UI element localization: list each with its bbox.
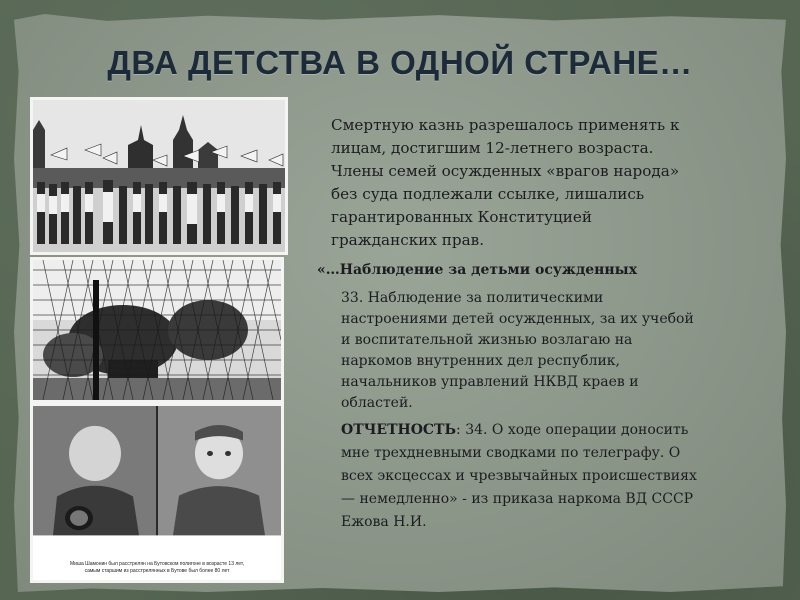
text-line: 33. Наблюдение за политическими [341,290,604,306]
text-line: Смертную казнь разрешалось применять к [331,116,680,134]
caption-line-2: самым старшим из расстрелянных в Бутове был более 80 лет [84,568,230,574]
text-line: настроениями детей осужденных, за их учебой [341,311,694,327]
paragraph-observation-heading: «…Наблюдение за детьми осужденных [317,262,638,278]
text-line: гражданских прав. [331,231,485,249]
paragraph-death-penalty [305,114,760,252]
slide-title: ДВА ДЕТСТВА В ОДНОЙ СТРАНЕ… [107,44,693,81]
text-line: Члены семей осужденных «врагов народа» [331,162,680,180]
body-text [305,114,760,534]
text-line: наркомов внутренних дел республик, [341,353,621,369]
mugshot-photo [30,403,284,583]
text-line: Ежова Н.И. [341,514,427,530]
reporting-label: ОТЧЕТНОСТЬ [341,422,457,438]
paragraph-observation-33 [305,288,760,414]
caption-line-1: Миша Шамонин был расстрелян на Бутовском полигоне в возрасте 13 лет, [69,561,245,567]
mugshot-caption [33,556,281,580]
text-line: : 34. О ходе операции доносить [456,422,689,438]
children-fence-photo [30,257,284,403]
text-line: начальников управлений НКВД краев и [341,374,639,390]
parade-photo [30,97,288,255]
text-line: лицам, достигшим 12-летнего возраста. [331,139,654,157]
text-line: без суда подлежали ссылке, лишались [331,185,645,203]
text-line: — немедленно» - из приказа наркома ВД СССР [341,491,694,507]
paragraph-reporting-34 [305,419,760,534]
text-line: гарантированных Конституцией [331,208,593,226]
text-line: всех эксцессах и чрезвычайных происшествиях [341,468,697,484]
text-line: мне трехдневными сводками по телеграфу. О [341,445,681,461]
text-line: и воспитательной жизнью возлагаю на [341,332,633,348]
text-line: областей. [341,395,413,411]
